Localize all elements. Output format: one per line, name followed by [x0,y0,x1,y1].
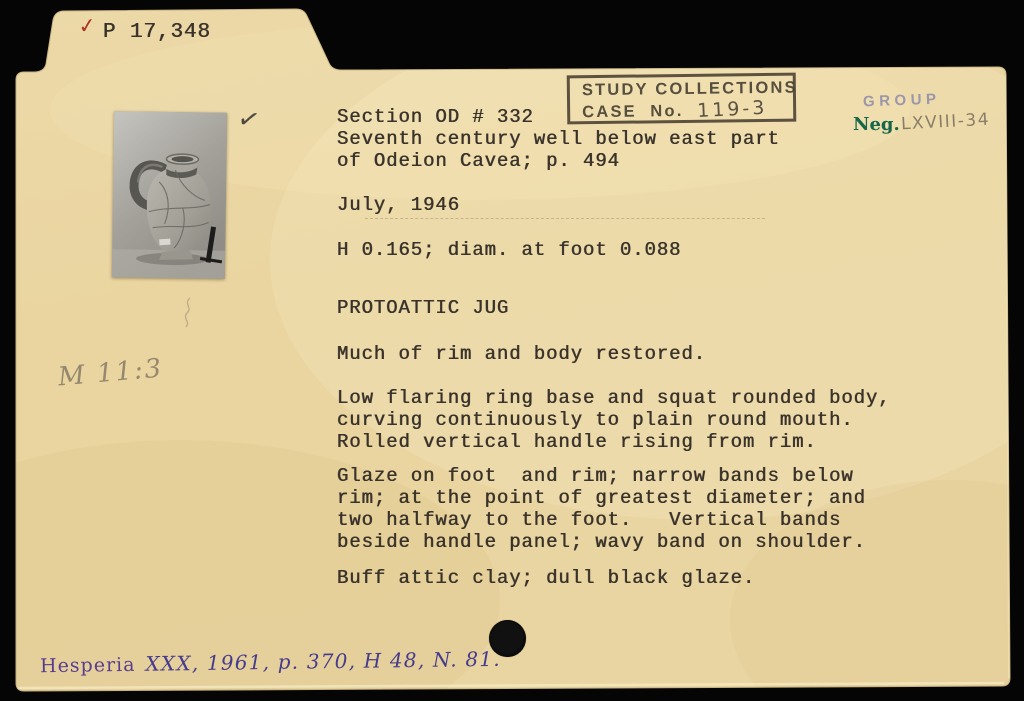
study-collections-stamp [567,73,797,125]
pencil-checkmark-icon: ✓ [234,101,264,137]
decoration-line-1: Glaze on foot and rim; narrow bands below [337,465,854,487]
reference-handwriting: XXX, 1961, p. 370, H 48, N. 81. [145,646,501,676]
inventory-label-chip [159,239,170,246]
shape-line-2: curving continuously to plain round mouth. [337,409,854,431]
shape-line-1: Low flaring ring base and squat rounded body, [337,387,891,409]
case-number: 119-3 [697,96,769,123]
hesperia-stamp: Hesperia [39,653,136,678]
decoration-line-4: beside handle panel; wavy band on shoulder. [337,531,866,553]
jug-foot [159,251,193,260]
group-stamp: GROUP [862,90,941,111]
erased-dashed-line [365,218,765,219]
grid-reference-pencil: M 11:3 [56,353,165,393]
jug-photo-illustration [112,111,227,279]
catalog-number: P 17,348 [103,21,212,44]
fabric-line: Buff attic clay; dull black glaze. [337,567,756,589]
pencil-squiggle-mark [180,296,196,330]
condition-line: Much of rim and body restored. [337,343,707,365]
bibliographic-reference [40,647,501,677]
section-line-3: of Odeion Cavea; p. 494 [337,150,620,172]
negative-number-value: LXVIII-34 [900,109,991,135]
stamp-line-2: CASE No. [582,101,684,122]
red-checkmark-icon: ✓ [78,13,96,42]
decoration-line-2: rim; at the point of greatest diameter; and [337,487,866,509]
section-line-1: Section OD # 332 [337,106,534,128]
decoration-line-3: two halfway to the foot. Vertical bands [337,509,842,531]
date-line: July, 1946 [337,194,461,216]
artifact-photo [112,111,227,279]
negative-number-stamp: Neg. [853,114,900,135]
dimensions-line: H 0.165; diam. at foot 0.088 [337,239,682,261]
object-title: PROTOATTIC JUG [337,297,510,319]
stamp-line-1: STUDY COLLECTIONS [581,78,798,100]
shape-line-3: Rolled vertical handle rising from rim. [337,431,817,453]
section-line-2: Seventh century well below east part [337,128,780,150]
